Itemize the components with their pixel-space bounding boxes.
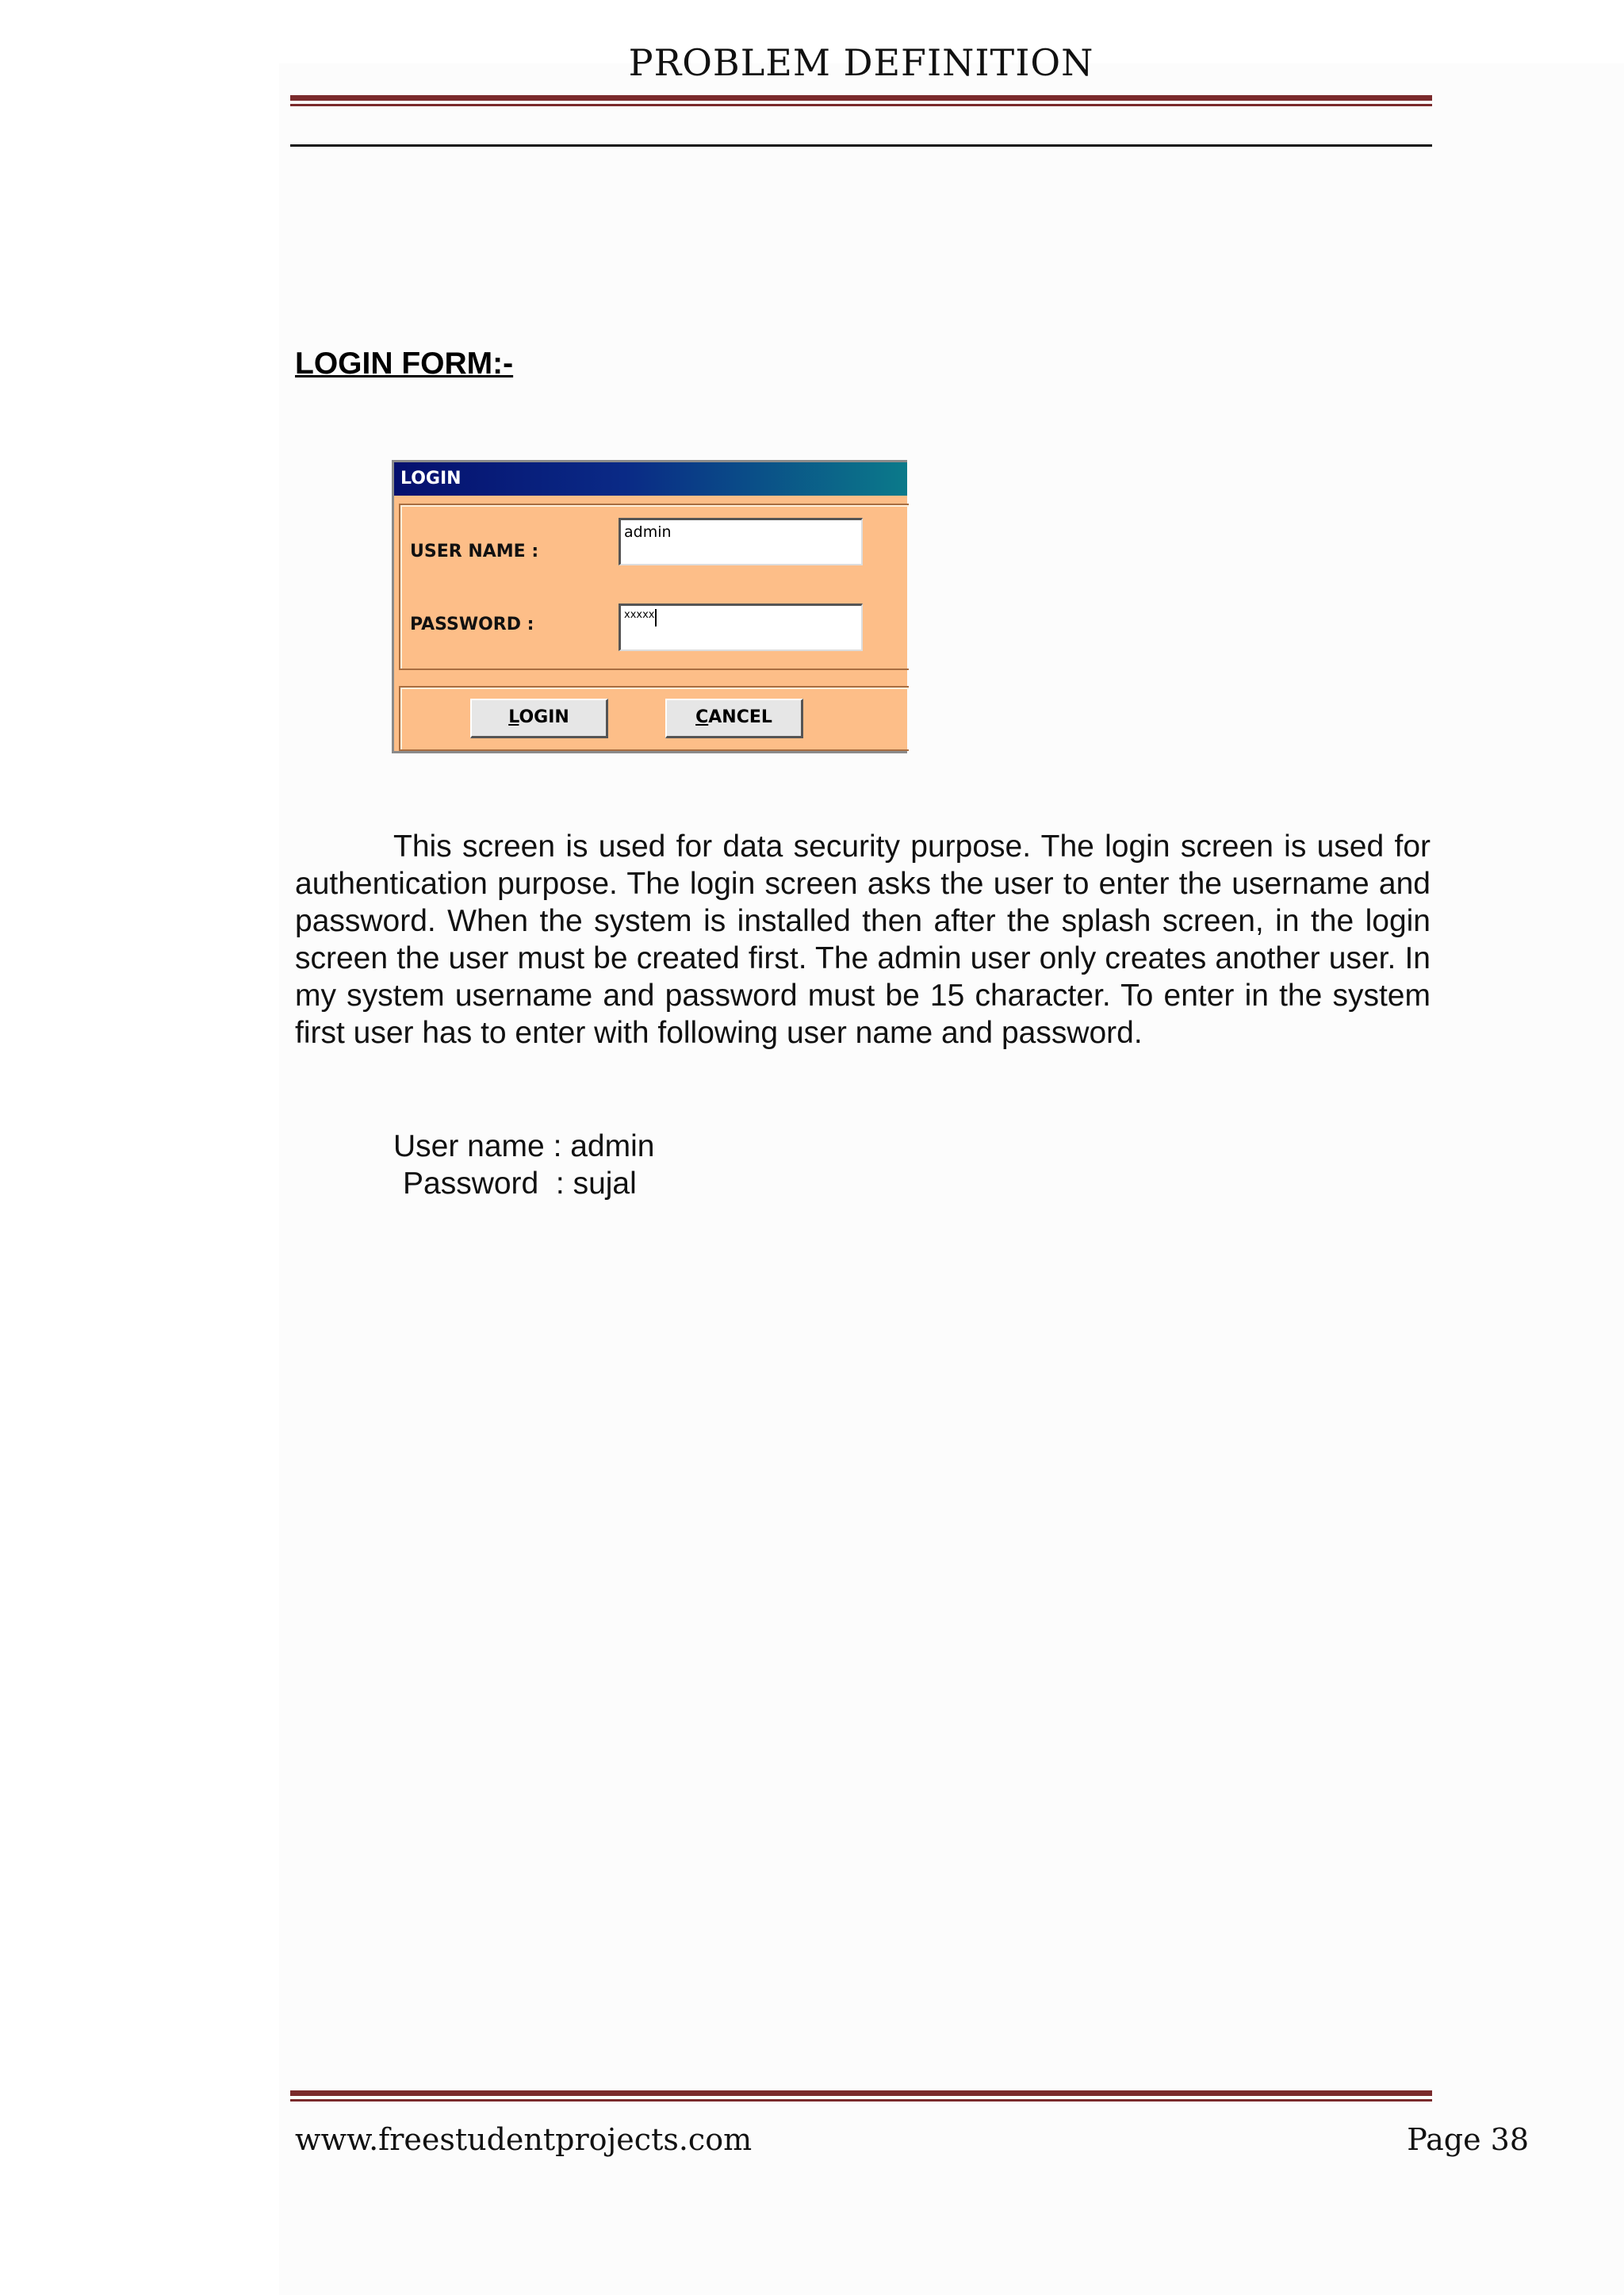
login-dialog-screenshot xyxy=(392,460,907,753)
cancel-button[interactable]: CANCEL xyxy=(665,699,803,738)
header-rule-thin xyxy=(290,104,1432,106)
footer-rule-thick xyxy=(290,2090,1432,2096)
page-header-title: PROBLEM DEFINITION xyxy=(628,41,1094,84)
password-input[interactable] xyxy=(619,603,863,651)
header-divider xyxy=(290,144,1432,147)
footer-page-number: Page 38 xyxy=(1407,2122,1529,2157)
description-paragraph: This screen is used for data security purpose. The login screen is used for authentication purpose. The login screen asks the user to enter the username and password. When the system is installed then after the splash screen, in the login screen the user must be created first. The admin user only creates another user. In my system username and password must be 15 character. To enter in the system first user has to enter with following user name and password. xyxy=(295,829,1431,1050)
section-heading: LOGIN FORM:- xyxy=(295,347,514,381)
dialog-title: LOGIN xyxy=(400,469,462,489)
credential-password: Password : sujal xyxy=(403,1167,637,1201)
footer-rule-thin xyxy=(290,2099,1432,2102)
header-rule-thick xyxy=(290,95,1432,101)
username-input[interactable] xyxy=(619,518,863,565)
password-value: xxxxx xyxy=(624,609,655,621)
username-label: USER NAME : xyxy=(410,542,539,561)
username-value: admin xyxy=(624,523,672,541)
text-caret xyxy=(655,609,657,626)
login-button[interactable]: LOGIN xyxy=(470,699,608,738)
password-label: PASSWORD : xyxy=(410,615,534,634)
dialog-titlebar xyxy=(394,462,907,496)
footer-website: www.freestudentprojects.com xyxy=(295,2122,753,2157)
credential-username: User name : admin xyxy=(393,1129,655,1163)
